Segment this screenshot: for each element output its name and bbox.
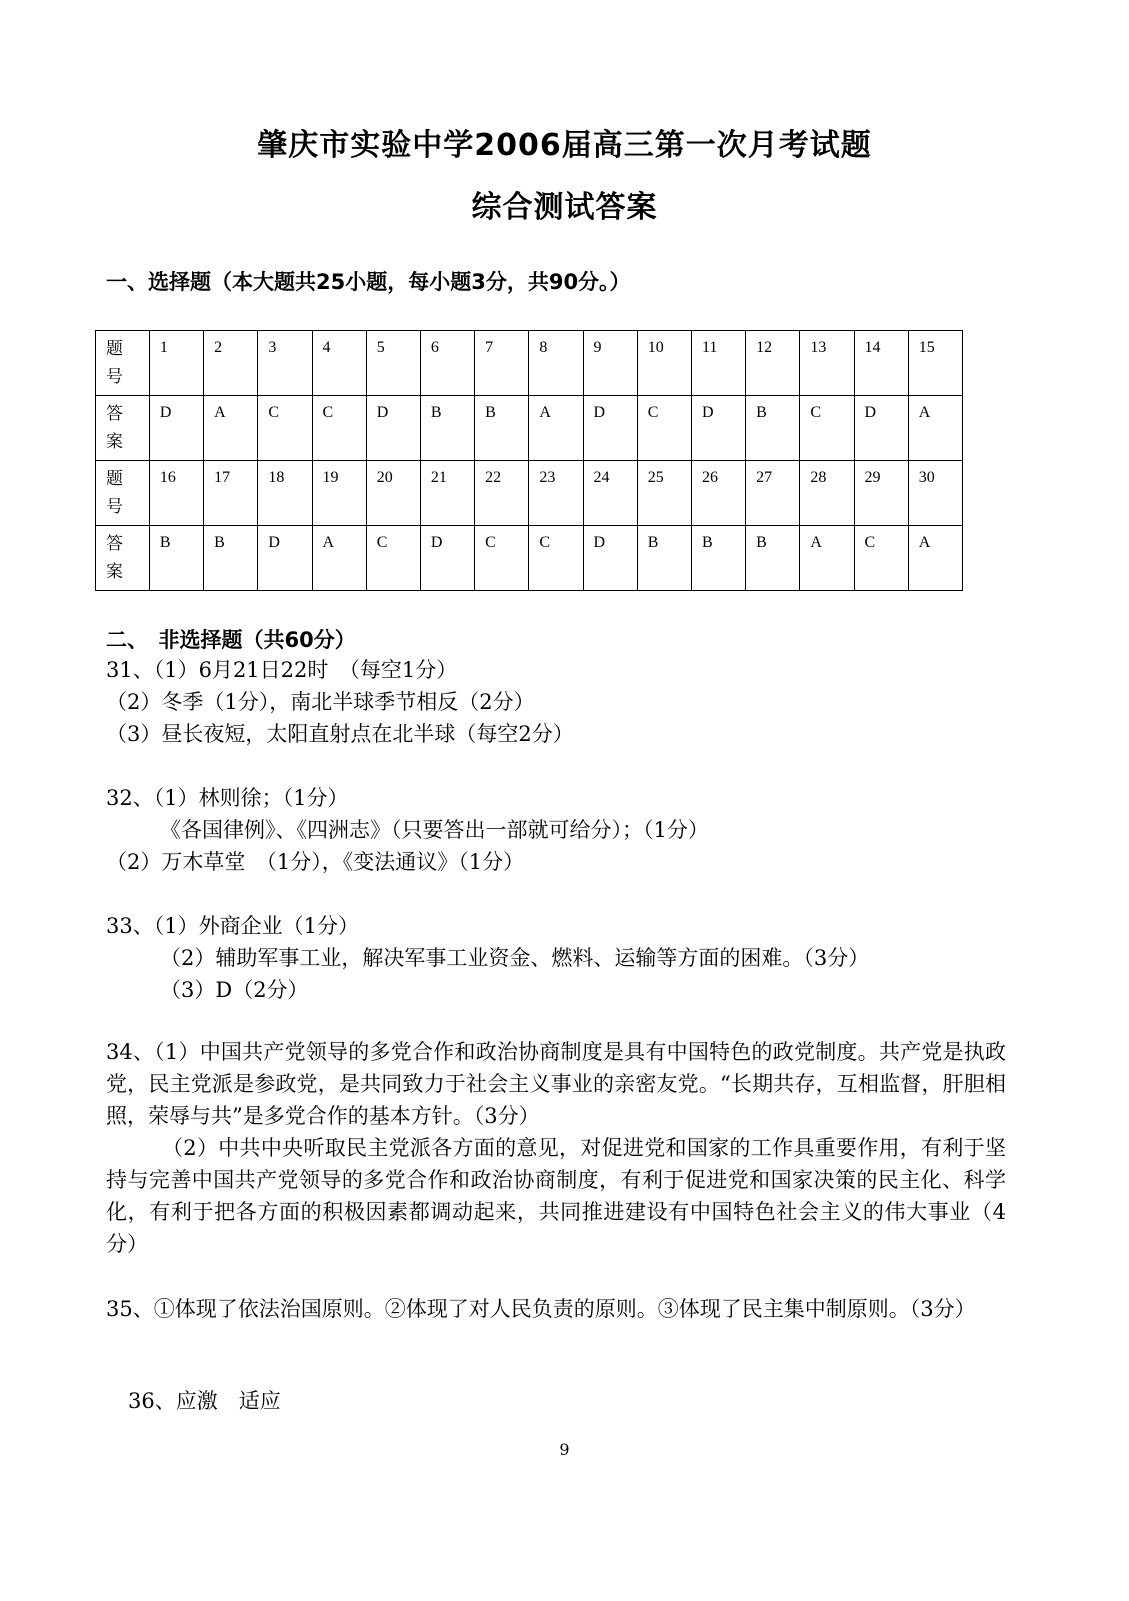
answer-cell: C	[800, 396, 854, 461]
answer-cell: B	[691, 526, 745, 591]
question-number-cell: 29	[854, 461, 908, 526]
answer-cell: D	[149, 396, 203, 461]
section2-heading: 二、 非选择题（共60分）	[106, 628, 356, 652]
answer-cell: A	[204, 396, 258, 461]
answer-label: 答案	[96, 526, 150, 591]
q33-line3: （3）D（2分）	[160, 978, 309, 1002]
q33-line1: 33、（1）外商企业（1分）	[106, 914, 359, 938]
answer-label: 答案	[96, 396, 150, 461]
answer-cell: A	[908, 526, 962, 591]
answer-cell: C	[258, 396, 312, 461]
q31-line3: （3）昼长夜短，太阳直射点在北半球（每空2分）	[106, 722, 574, 746]
question-number-cell: 20	[366, 461, 420, 526]
question-number-cell: 9	[583, 331, 637, 396]
number-row	[96, 331, 963, 396]
answer-cell: C	[854, 526, 908, 591]
question-number-cell: 21	[420, 461, 474, 526]
answer-cell: D	[583, 526, 637, 591]
q36: 36、应激 适应	[128, 1389, 281, 1413]
question-number-cell: 14	[854, 331, 908, 396]
answer-cell: C	[366, 526, 420, 591]
question-number-cell: 12	[746, 331, 800, 396]
answer-cell: A	[312, 526, 366, 591]
number-label: 题号	[96, 461, 150, 526]
answer-cell: B	[746, 396, 800, 461]
answer-cell: C	[637, 396, 691, 461]
question-number-cell: 15	[908, 331, 962, 396]
question-number-cell: 18	[258, 461, 312, 526]
question-number-cell: 8	[529, 331, 583, 396]
answer-cell: D	[691, 396, 745, 461]
q32-line3: （2）万木草堂 （1分），《变法通议》（1分）	[106, 850, 525, 874]
answer-cell: D	[258, 526, 312, 591]
q31-line2: （2）冬季（1分），南北半球季节相反（2分）	[106, 690, 535, 714]
q34-part2: （2）中共中央听取民主党派各方面的意见，对促进党和国家的工作具重要作用，有利于坚持与完善中国共产党领导的多党合作和政治协商制度，有利于促进党和国家决策的民主化、科学化，有利于把各方面的积极因素都调动起来，共同推进建设有中国特色社会主义的伟大事业（4分）	[106, 1136, 1006, 1256]
answer-cell: D	[854, 396, 908, 461]
section1-heading: 一、选择题（本大题共25小题，每小题3分，共90分。）	[106, 270, 631, 294]
answer-row	[96, 526, 963, 591]
q32-line2: 《各国律例》、《四洲志》（只要答出一部就可给分）；（1分）	[160, 818, 709, 842]
question-number-cell: 25	[637, 461, 691, 526]
question-number-cell: 16	[149, 461, 203, 526]
answer-cell: B	[475, 396, 529, 461]
number-row	[96, 461, 963, 526]
answer-cell: C	[312, 396, 366, 461]
page-number: 9	[559, 1440, 570, 1459]
answer-cell: B	[637, 526, 691, 591]
question-number-cell: 4	[312, 331, 366, 396]
question-number-cell: 2	[204, 331, 258, 396]
question-number-cell: 1	[149, 331, 203, 396]
question-number-cell: 26	[691, 461, 745, 526]
answer-cell: A	[800, 526, 854, 591]
answer-cell: B	[746, 526, 800, 591]
answer-cell: A	[908, 396, 962, 461]
answer-cell: D	[420, 526, 474, 591]
answer-row	[96, 396, 963, 461]
answer-cell: B	[204, 526, 258, 591]
question-number-cell: 27	[746, 461, 800, 526]
question-number-cell: 6	[420, 331, 474, 396]
answer-cell: A	[529, 396, 583, 461]
q31-line1: 31、（1）6月21日22时 （每空1分）	[106, 658, 458, 682]
question-number-cell: 28	[800, 461, 854, 526]
question-number-cell: 7	[475, 331, 529, 396]
question-number-cell: 23	[529, 461, 583, 526]
answer-cell: D	[366, 396, 420, 461]
question-number-cell: 11	[691, 331, 745, 396]
question-number-cell: 19	[312, 461, 366, 526]
page-title: 肇庆市实验中学2006届高三第一次月考试题	[257, 128, 872, 163]
q34-part1: 34、（1）中国共产党领导的多党合作和政治协商制度是具有中国特色的政党制度。共产党是执政党，民主党派是参政党，是共同致力于社会主义事业的亲密友党。“长期共存，互相监督，肝胆相照，荣辱与共”是多党合作的基本方针。（3分）	[106, 1040, 1006, 1128]
answer-cell: B	[420, 396, 474, 461]
answer-cell: B	[149, 526, 203, 591]
answer-cell: C	[529, 526, 583, 591]
question-number-cell: 3	[258, 331, 312, 396]
question-number-cell: 10	[637, 331, 691, 396]
question-number-cell: 13	[800, 331, 854, 396]
answer-cell: C	[475, 526, 529, 591]
number-label: 题号	[96, 331, 150, 396]
question-number-cell: 17	[204, 461, 258, 526]
answer-cell: D	[583, 396, 637, 461]
q33-line2: （2）辅助军事工业，解决军事工业资金、燃料、运输等方面的困难。（3分）	[160, 946, 870, 970]
answer-table	[95, 330, 963, 591]
question-number-cell: 24	[583, 461, 637, 526]
question-number-cell: 5	[366, 331, 420, 396]
page-subtitle: 综合测试答案	[471, 190, 658, 225]
question-number-cell: 22	[475, 461, 529, 526]
q35: 35、①体现了依法治国原则。②体现了对人民负责的原则。③体现了民主集中制原则。（3分）	[106, 1297, 976, 1321]
q32-line1: 32、（1）林则徐；（1分）	[106, 786, 349, 810]
question-number-cell: 30	[908, 461, 962, 526]
